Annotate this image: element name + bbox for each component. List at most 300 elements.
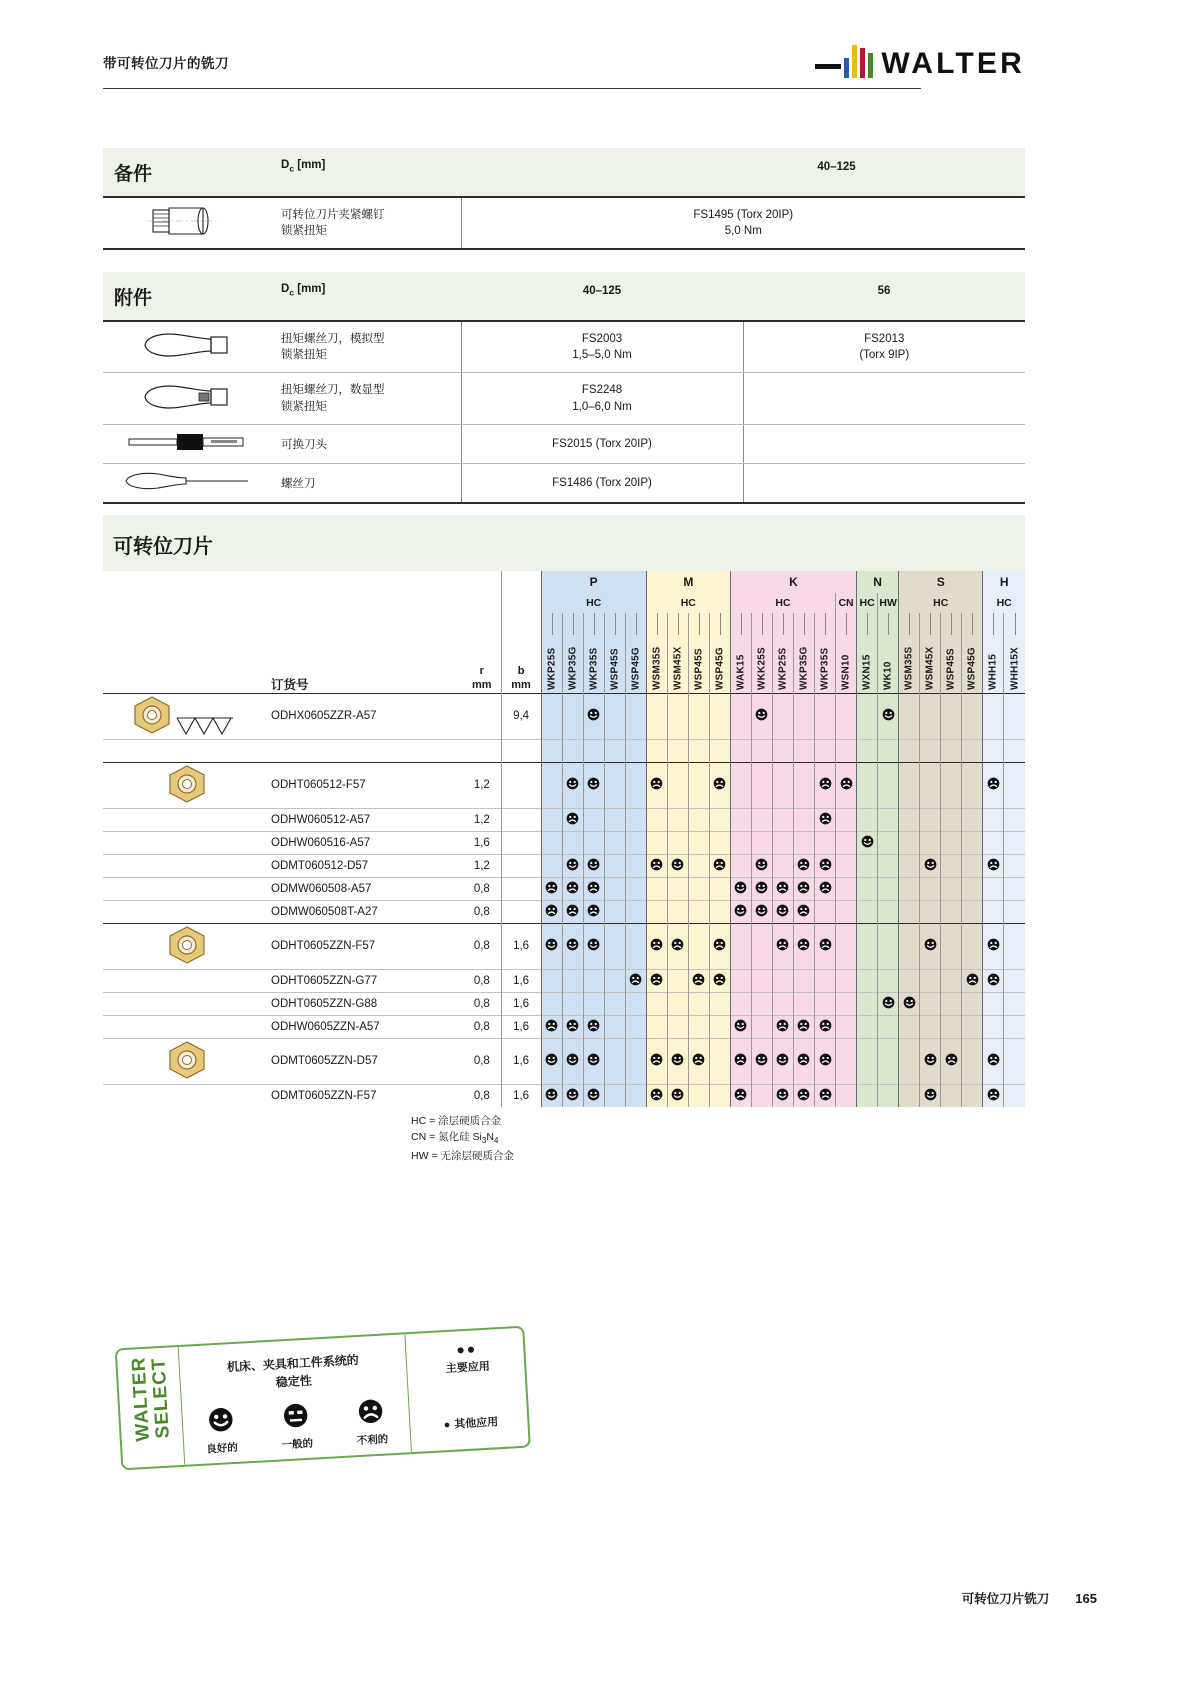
rating-bad-icon <box>566 904 579 919</box>
rating-cell <box>983 739 1004 762</box>
accessories-bottom-rule <box>103 502 1025 504</box>
rating-cell <box>625 693 646 739</box>
rating-cell <box>962 739 983 762</box>
rating-cell <box>772 739 793 762</box>
spare-parts-title: 备件 <box>114 164 153 185</box>
rating-bad-icon <box>797 1053 810 1068</box>
rating-bad-icon <box>819 1088 832 1103</box>
width-value <box>501 739 541 762</box>
badge-face-good: 良好的 <box>204 1406 238 1457</box>
rating-cell <box>899 693 920 739</box>
radius-value: 0,8 <box>463 877 501 900</box>
insert-round-icon <box>164 924 210 966</box>
rating-cell <box>836 854 857 877</box>
rating-good-icon <box>566 938 579 953</box>
rating-cell <box>688 1015 709 1038</box>
insert-icon-cell <box>103 739 271 762</box>
rating-cell <box>688 739 709 762</box>
rating-cell <box>730 923 751 969</box>
rating-cell <box>1004 739 1025 762</box>
rating-cell <box>1004 854 1025 877</box>
rating-cell <box>857 992 878 1015</box>
insert-icon-cell <box>103 1084 271 1107</box>
rating-bad-icon <box>840 777 853 792</box>
rating-cell <box>625 831 646 854</box>
page-title: 带可转位刀片的铣刀 <box>103 56 229 71</box>
rating-bad-icon <box>692 1053 705 1068</box>
rating-cell <box>857 1038 878 1084</box>
rating-cell <box>646 739 667 762</box>
order-number: ODMT060512-D57 <box>271 854 463 877</box>
accessory-desc-line2: 锁紧扭矩 <box>281 348 327 361</box>
rating-cell <box>583 1038 604 1084</box>
rating-cell <box>815 900 836 923</box>
rating-cell <box>667 877 688 900</box>
footer-text: 可转位刀片铣刀 <box>961 1592 1050 1606</box>
rating-cell <box>583 923 604 969</box>
rating-cell <box>983 1015 1004 1038</box>
order-number: ODHT0605ZZN-G77 <box>271 969 463 992</box>
rating-cell <box>562 992 583 1015</box>
rating-cell <box>941 693 962 739</box>
rating-cell <box>793 808 814 831</box>
rating-cell <box>541 969 562 992</box>
rating-cell <box>1004 831 1025 854</box>
rating-good-icon <box>776 904 789 919</box>
rating-bad-icon <box>650 1053 663 1068</box>
rating-cell <box>583 854 604 877</box>
rating-cell <box>751 877 772 900</box>
rating-cell <box>604 854 625 877</box>
rating-cell <box>878 831 899 854</box>
bit-icon <box>127 433 247 451</box>
spare-desc-line2: 锁紧扭矩 <box>281 224 327 237</box>
rating-cell <box>920 923 941 969</box>
rating-cell <box>583 969 604 992</box>
rating-cell <box>941 992 962 1015</box>
legend-item-HW: HW = 无涂层硬质合金 <box>411 1149 514 1162</box>
rating-cell <box>899 739 920 762</box>
table-row <box>103 198 1025 249</box>
rating-good-icon <box>924 938 937 953</box>
rating-bad-icon <box>819 858 832 873</box>
rating-cell <box>709 762 730 808</box>
insert-icon-cell <box>103 831 271 854</box>
accessories-header-a: 40–125 <box>582 285 622 297</box>
material-group-M: M <box>646 571 730 593</box>
rating-cell <box>941 739 962 762</box>
rating-cell <box>772 693 793 739</box>
rating-cell <box>667 923 688 969</box>
rating-good-icon <box>755 881 768 896</box>
rating-good-icon <box>566 1088 579 1103</box>
spare-dc-label: $D_c$ [mm] <box>281 159 326 174</box>
rating-cell <box>667 992 688 1015</box>
grade-column-WXN15: WXN15 <box>857 613 878 693</box>
grade-column-WSP45S: WSP45S <box>941 613 962 693</box>
rating-cell <box>815 831 836 854</box>
accessory-a-line1: FS2003 <box>581 332 623 345</box>
rating-bad-icon <box>587 881 600 896</box>
rating-cell <box>688 1038 709 1084</box>
rating-cell <box>667 854 688 877</box>
rating-cell <box>730 969 751 992</box>
rating-cell <box>899 854 920 877</box>
rating-cell <box>709 693 730 739</box>
rating-bad-icon <box>545 881 558 896</box>
rating-cell <box>625 808 646 831</box>
material-subgroup-HC: HC <box>899 593 983 613</box>
rating-cell <box>857 877 878 900</box>
grade-column-WSP45S: WSP45S <box>604 613 625 693</box>
rating-cell <box>751 854 772 877</box>
order-number: ODHT0605ZZN-G88 <box>271 992 463 1015</box>
rating-cell <box>1004 969 1025 992</box>
table-row <box>103 322 1025 373</box>
rating-cell <box>730 762 751 808</box>
rating-cell <box>836 1015 857 1038</box>
rating-good-icon <box>545 1088 558 1103</box>
insert-icon-cell <box>103 762 271 808</box>
rating-cell <box>836 900 857 923</box>
rating-cell <box>836 1084 857 1107</box>
rating-cell <box>667 900 688 923</box>
rating-cell <box>815 693 836 739</box>
rating-cell <box>1004 1038 1025 1084</box>
walter-select-badge <box>115 1326 532 1479</box>
spare-parts-section <box>103 148 1025 250</box>
rating-good-icon <box>882 708 895 723</box>
logo-dash-icon <box>815 64 841 69</box>
table-row <box>103 739 1025 762</box>
rating-bad-icon <box>734 1088 747 1103</box>
rating-cell <box>604 877 625 900</box>
logo-bar-red-icon <box>860 48 865 78</box>
rating-cell <box>625 900 646 923</box>
accessory-b-empty <box>743 425 1025 463</box>
table-row <box>103 900 1025 923</box>
rating-cell <box>793 739 814 762</box>
rating-cell <box>667 831 688 854</box>
rating-cell <box>815 808 836 831</box>
rating-bad-icon <box>734 1053 747 1068</box>
rating-bad-icon <box>692 973 705 988</box>
material-group-N: N <box>857 571 899 593</box>
rating-cell <box>751 762 772 808</box>
rating-cell <box>983 808 1004 831</box>
rating-cell <box>604 1038 625 1084</box>
order-number: ODMT0605ZZN-D57 <box>271 1038 463 1084</box>
torque-screwdriver-digital-icon <box>137 382 237 412</box>
rating-bad-icon <box>650 938 663 953</box>
rating-good-icon <box>734 904 747 919</box>
grade-column-WKP25S: WKP25S <box>772 613 793 693</box>
material-group-H: H <box>983 571 1025 593</box>
rating-cell <box>751 1038 772 1084</box>
rating-cell <box>667 969 688 992</box>
radius-value: 1,2 <box>463 762 501 808</box>
rating-good-icon <box>924 1053 937 1068</box>
legend-item-CN: CN = 氮化硅 $Si_3N_4$ <box>411 1131 499 1146</box>
accessory-a-line1: FS1486 (Torx 20IP) <box>552 476 652 489</box>
rating-good-icon <box>755 858 768 873</box>
rating-cell <box>941 831 962 854</box>
table-row <box>103 1038 1025 1084</box>
rating-cell <box>983 992 1004 1015</box>
rating-cell <box>857 900 878 923</box>
walter-logo <box>815 38 1025 78</box>
rating-cell <box>899 877 920 900</box>
rating-cell <box>962 693 983 739</box>
badge-stability-panel <box>179 1334 411 1464</box>
rating-cell <box>772 1015 793 1038</box>
rating-cell <box>730 854 751 877</box>
insert-round-icon <box>164 763 210 805</box>
rating-cell <box>878 739 899 762</box>
rating-cell <box>625 762 646 808</box>
width-value: 1,6 <box>501 969 541 992</box>
table-row <box>103 693 1025 739</box>
rating-cell <box>583 992 604 1015</box>
rating-cell <box>625 969 646 992</box>
rating-cell <box>920 854 941 877</box>
spare-desc-line1: 可转位刀片夹紧螺钉 <box>281 208 385 221</box>
rating-bad-icon <box>566 1019 579 1034</box>
width-value: 1,6 <box>501 1084 541 1107</box>
rating-cell <box>646 992 667 1015</box>
rating-cell <box>625 1015 646 1038</box>
rating-cell <box>604 900 625 923</box>
grade-column-WKP35S: WKP35S <box>815 613 836 693</box>
rating-cell <box>688 992 709 1015</box>
rating-cell <box>562 1038 583 1084</box>
rating-cell <box>688 831 709 854</box>
width-header: b mm <box>501 571 541 693</box>
grade-column-WHH15: WHH15 <box>983 613 1004 693</box>
accessories-title: 附件 <box>114 288 153 309</box>
badge-face-bad: 不利的 <box>354 1397 388 1448</box>
rating-cell <box>1004 923 1025 969</box>
rating-cell <box>541 877 562 900</box>
rating-cell <box>962 969 983 992</box>
rating-cell <box>815 739 836 762</box>
rating-cell <box>583 877 604 900</box>
rating-cell <box>983 969 1004 992</box>
rating-cell <box>646 1015 667 1038</box>
rating-cell <box>793 762 814 808</box>
rating-cell <box>646 923 667 969</box>
rating-cell <box>730 1038 751 1084</box>
rating-good-icon <box>734 1019 747 1034</box>
rating-cell <box>836 762 857 808</box>
rating-cell <box>667 1015 688 1038</box>
rating-cell <box>688 923 709 969</box>
rating-cell <box>646 762 667 808</box>
rating-cell <box>751 992 772 1015</box>
rating-cell <box>709 808 730 831</box>
grade-column-WSM35S: WSM35S <box>646 613 667 693</box>
rating-cell <box>541 739 562 762</box>
insert-icon-cell <box>103 923 271 969</box>
radius-value: 0,8 <box>463 900 501 923</box>
insert-icon-cell <box>103 693 271 739</box>
insert-icon-cell <box>103 808 271 831</box>
rating-cell <box>1004 1015 1025 1038</box>
rating-bad-icon <box>987 1088 1000 1103</box>
rating-cell <box>646 808 667 831</box>
rating-cell <box>646 693 667 739</box>
rating-cell <box>541 1038 562 1084</box>
rating-cell <box>604 739 625 762</box>
rating-cell <box>772 900 793 923</box>
rating-good-icon <box>755 1053 768 1068</box>
badge-stability-title: 机床、夹具和工件系统的 稳定性 <box>226 1352 360 1390</box>
rating-good-icon <box>671 858 684 873</box>
rating-cell <box>709 831 730 854</box>
table-row <box>103 1015 1025 1038</box>
radius-value: 1,2 <box>463 854 501 877</box>
rating-cell <box>941 1038 962 1084</box>
rating-cell <box>562 1084 583 1107</box>
radius-header: r mm <box>472 665 492 691</box>
insert-round-icon <box>164 1039 210 1081</box>
rating-cell <box>667 1084 688 1107</box>
rating-cell <box>772 808 793 831</box>
rating-good-icon <box>861 835 874 850</box>
rating-cell <box>899 969 920 992</box>
rating-bad-icon <box>819 812 832 827</box>
rating-cell <box>625 992 646 1015</box>
width-value <box>501 854 541 877</box>
rating-cell <box>709 923 730 969</box>
rating-cell <box>878 900 899 923</box>
rating-cell <box>983 693 1004 739</box>
table-row <box>103 992 1025 1015</box>
accessories-band <box>103 272 1025 320</box>
rating-cell <box>857 1084 878 1107</box>
rating-cell <box>730 992 751 1015</box>
grade-column-WSM45X: WSM45X <box>667 613 688 693</box>
rating-cell <box>541 693 562 739</box>
insert-icon-cell <box>103 1038 271 1084</box>
rating-cell <box>688 900 709 923</box>
rating-cell <box>562 693 583 739</box>
rating-cell <box>709 1084 730 1107</box>
rating-cell <box>541 808 562 831</box>
rating-cell <box>836 923 857 969</box>
grade-column-WKP25S: WKP25S <box>541 613 562 693</box>
badge-brand-text: WALTER SELECT <box>128 1356 174 1443</box>
rating-bad-icon <box>797 881 810 896</box>
table-row <box>103 854 1025 877</box>
rating-good-icon <box>924 858 937 873</box>
rating-cell <box>815 969 836 992</box>
rating-cell <box>899 923 920 969</box>
rating-cell <box>1004 992 1025 1015</box>
rating-cell <box>899 831 920 854</box>
rating-bad-icon <box>776 1019 789 1034</box>
rating-bad-icon <box>587 904 600 919</box>
rating-cell <box>604 923 625 969</box>
rating-cell <box>688 808 709 831</box>
rating-cell <box>751 739 772 762</box>
badge-secondary-label: ● 其他应用 <box>443 1416 499 1432</box>
rating-cell <box>625 854 646 877</box>
rating-cell <box>793 877 814 900</box>
width-value <box>501 877 541 900</box>
rating-cell <box>920 1015 941 1038</box>
width-value: 1,6 <box>501 992 541 1015</box>
rating-cell <box>878 923 899 969</box>
screwdriver-icon <box>122 470 252 492</box>
rating-cell <box>899 762 920 808</box>
rating-cell <box>815 992 836 1015</box>
rating-cell <box>983 877 1004 900</box>
rating-cell <box>751 900 772 923</box>
rating-bad-icon <box>713 938 726 953</box>
rating-good-icon <box>587 1088 600 1103</box>
rating-cell <box>583 1084 604 1107</box>
rating-cell <box>857 739 878 762</box>
page-header <box>103 46 1025 80</box>
rating-cell <box>941 877 962 900</box>
table-row <box>103 1084 1025 1107</box>
rating-cell <box>730 1084 751 1107</box>
rating-good-icon <box>671 1053 684 1068</box>
rating-cell <box>604 1084 625 1107</box>
accessory-a-line1: FS2248 <box>581 384 623 397</box>
rating-cell <box>836 693 857 739</box>
rating-cell <box>625 877 646 900</box>
rating-cell <box>646 831 667 854</box>
rating-cell <box>920 1038 941 1084</box>
rating-cell <box>709 877 730 900</box>
rating-bad-icon <box>945 1053 958 1068</box>
rating-cell <box>878 854 899 877</box>
rating-bad-icon <box>713 858 726 873</box>
rating-cell <box>941 923 962 969</box>
material-group-P: P <box>541 571 646 593</box>
material-subgroup-HC: HC <box>983 593 1025 613</box>
insert-icon-cell <box>103 969 271 992</box>
rating-bad-icon <box>650 858 663 873</box>
rating-good-icon <box>734 881 747 896</box>
rating-cell <box>983 923 1004 969</box>
rating-cell <box>857 1015 878 1038</box>
rating-cell <box>983 762 1004 808</box>
rating-cell <box>709 992 730 1015</box>
rating-cell <box>625 1084 646 1107</box>
rating-cell <box>604 1015 625 1038</box>
accessories-header-b: 56 <box>877 285 891 297</box>
material-subgroup-HC: HC <box>730 593 835 613</box>
rating-good-icon <box>566 777 579 792</box>
order-number: ODHW060516-A57 <box>271 831 463 854</box>
rating-cell <box>646 1038 667 1084</box>
rating-cell <box>688 1084 709 1107</box>
badge-primary-label: 主要应用 <box>445 1360 491 1376</box>
spare-parts-table <box>103 198 1025 249</box>
order-number: ODHT060512-F57 <box>271 762 463 808</box>
rating-cell <box>625 1038 646 1084</box>
radius-value: 0,8 <box>463 992 501 1015</box>
accessory-b-line2: (Torx 9IP) <box>859 348 910 361</box>
order-number: ODHW0605ZZN-A57 <box>271 1015 463 1038</box>
rating-good-icon <box>587 1053 600 1068</box>
rating-cell <box>920 739 941 762</box>
rating-bad-icon <box>987 1053 1000 1068</box>
accessory-desc-line1: 扭矩螺丝刀，模拟型 <box>281 332 385 345</box>
